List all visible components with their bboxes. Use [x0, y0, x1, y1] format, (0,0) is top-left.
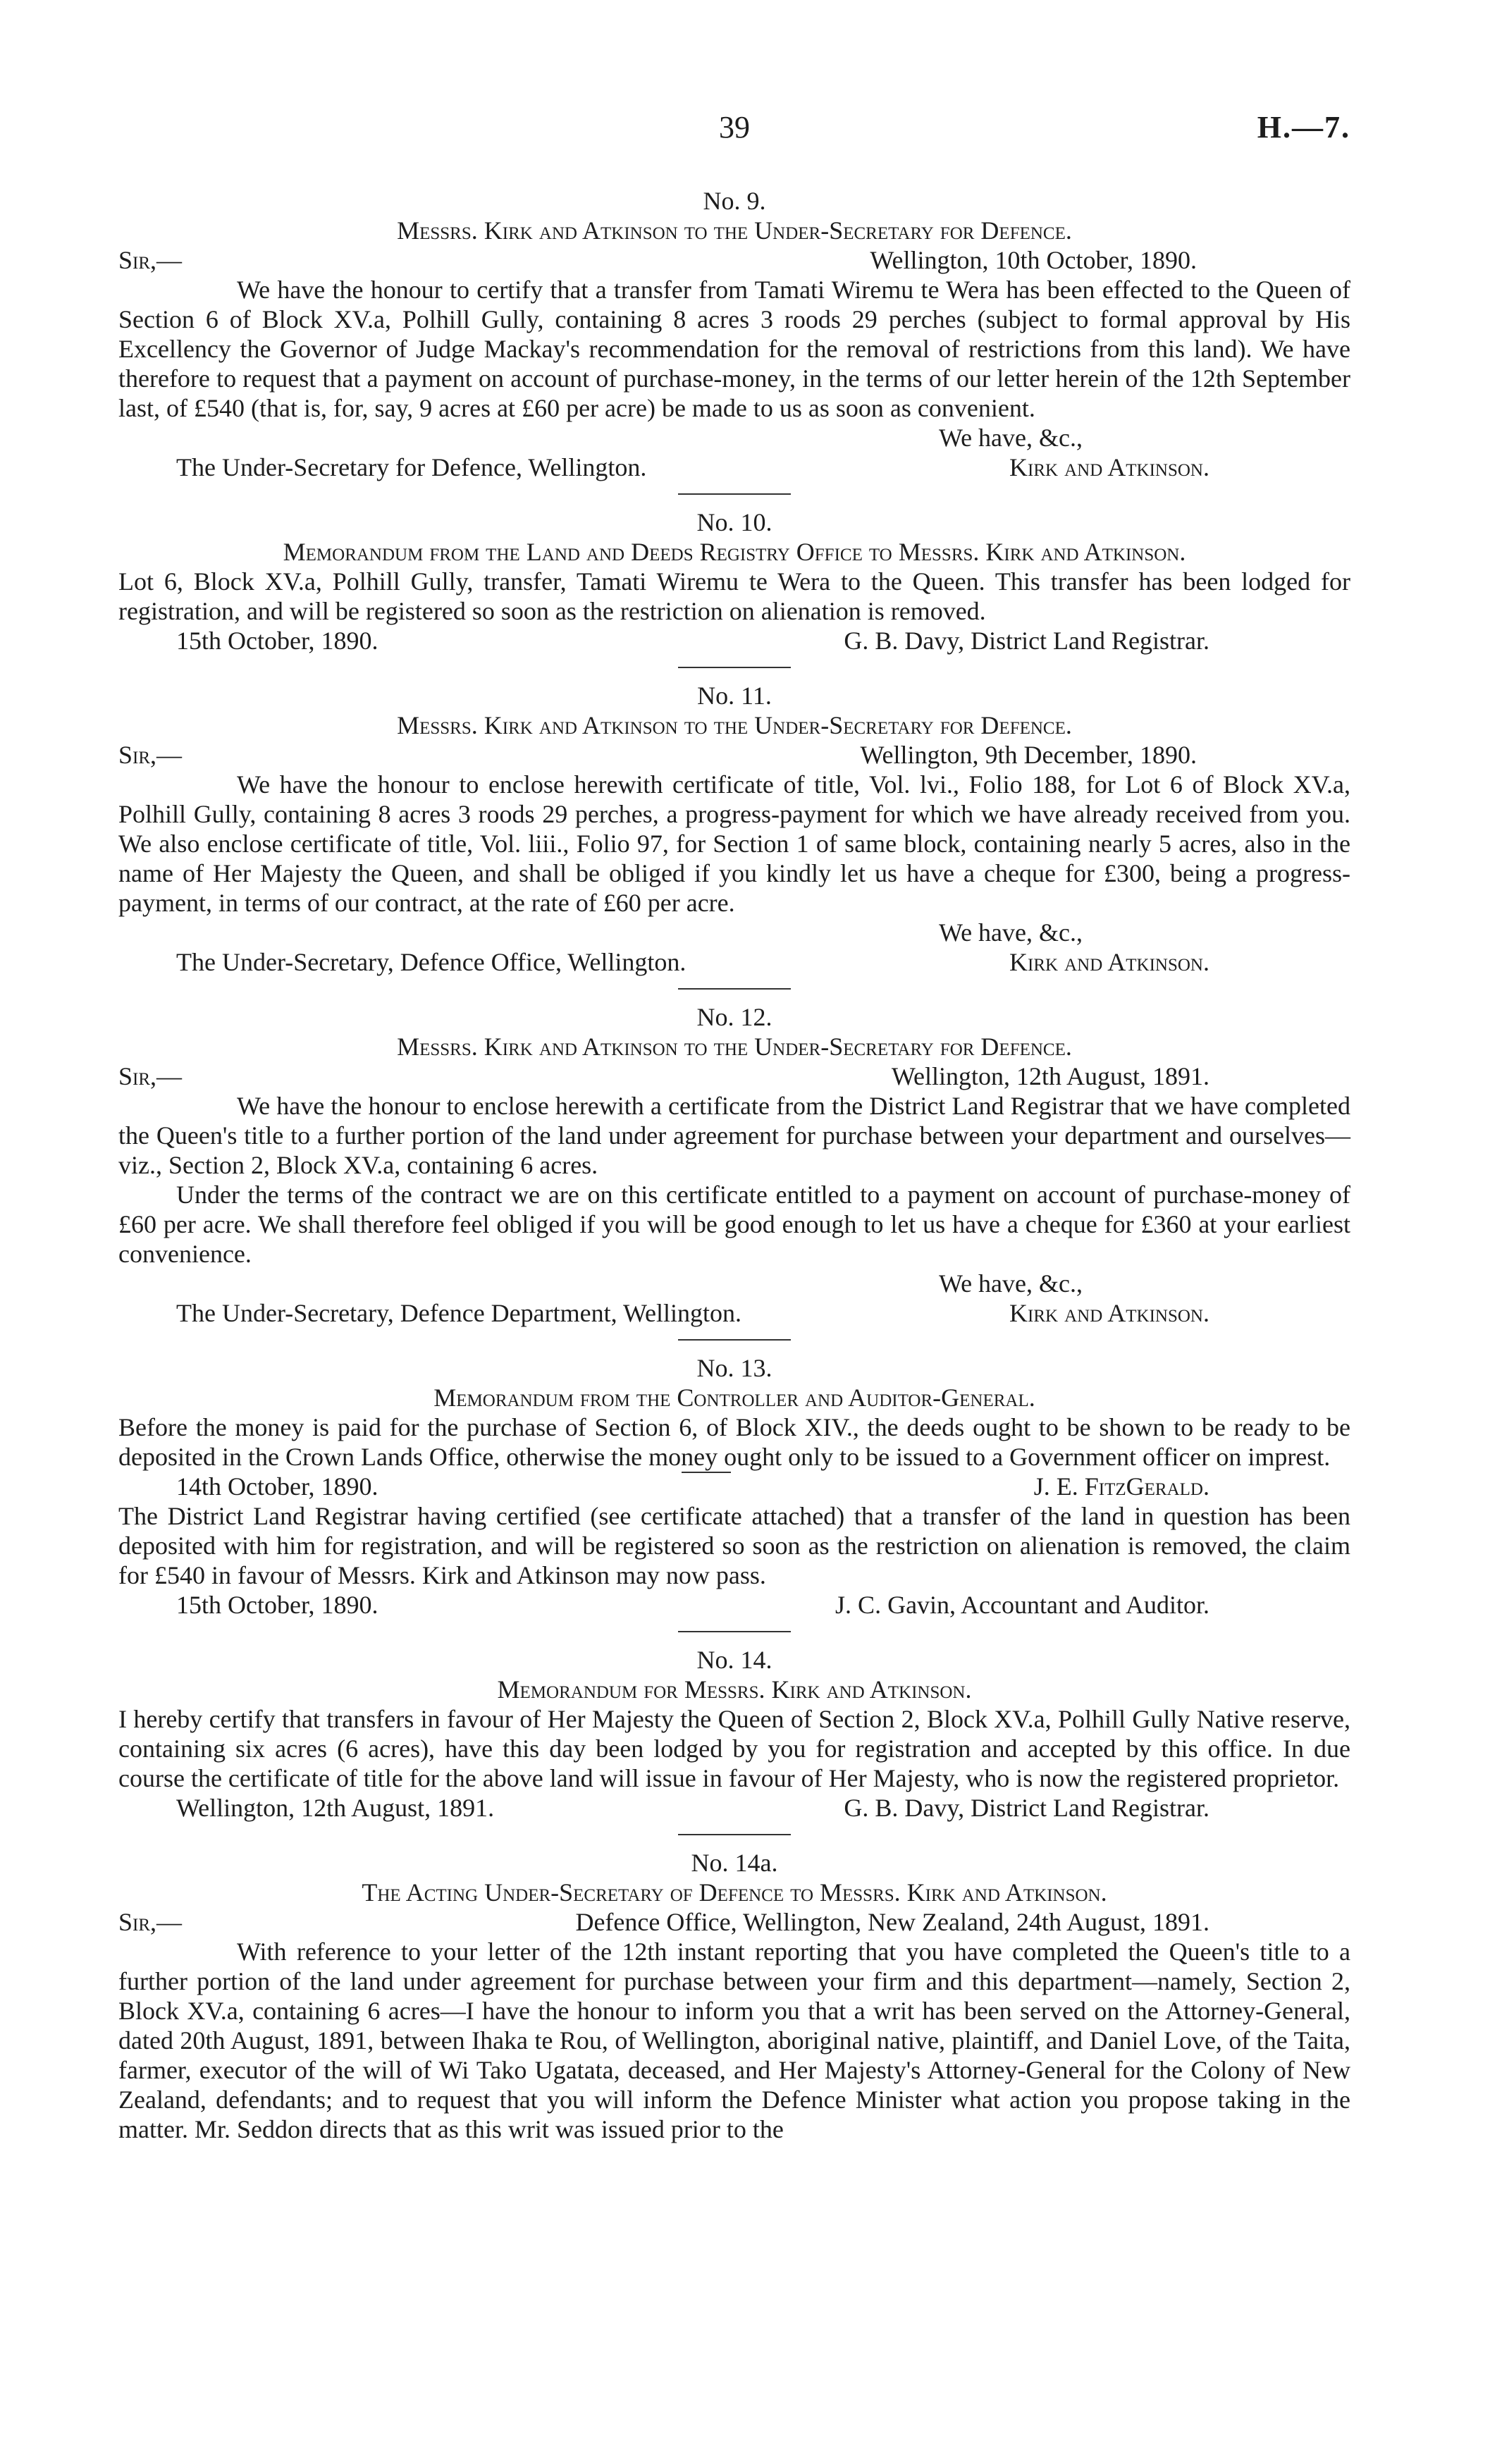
closing: We have, &c.,	[938, 424, 1083, 452]
addressee: The Under-Secretary for Defence, Wellington.	[176, 453, 647, 481]
date-signature-row	[118, 626, 1350, 655]
letter-no-11	[118, 681, 1350, 977]
section-divider	[678, 493, 791, 495]
letter-number: No. 14a.	[691, 1849, 778, 1877]
addressee: The Under-Secretary, Defence Office, Wellington.	[176, 948, 686, 976]
memo-body: I hereby certify that transfers in favour of Her Majesty the Queen of Section 2, Block XV.a, Polhill Gully Native reserve, containing six acres (6 acres), have this day been lodged by you for registration and accepted by this office. In due course the certificate of title for the above land will issue in favour of Her Majesty, who is now the registered proprietor.	[118, 1705, 1350, 1792]
memo-date: 15th October, 1890.	[176, 1591, 378, 1619]
memo-date: 14th October, 1890.	[176, 1472, 378, 1501]
signature: G. B. Davy, District Land Registrar.	[844, 1794, 1209, 1822]
section-divider	[678, 667, 791, 668]
signature: G. B. Davy, District Land Registrar.	[844, 627, 1209, 655]
letter-title: Messrs. Kirk and Atkinson to the Under-Secretary for Defence.	[397, 711, 1072, 739]
page-number: 39	[719, 110, 750, 144]
salutation: Sir,—	[118, 1062, 183, 1090]
page-header	[118, 106, 1350, 152]
letter-title: Messrs. Kirk and Atkinson to the Under-Secretary for Defence.	[397, 216, 1072, 245]
letter-title: Messrs. Kirk and Atkinson to the Under-Secretary for Defence.	[397, 1033, 1072, 1061]
letter-body: We have the honour to certify that a transfer from Tamati Wiremu te Wera has been effected to the Queen of Section 6 of Block XV.a, Polhill Gully, containing 8 acres 3 roods 29 perches (subject to formal approval by His Excellency the Governor of Judge Mackay's recommendation for the removal of restrictions from this land). We have therefore to request that a payment on account of purchase-money, in the terms of our letter herein of the 12th September last, of £540 (that is, for, say, 9 acres at £60 per acre) be made to us as soon as convenient.	[118, 276, 1350, 422]
letter-body-2: Under the terms of the contract we are on this certificate entitled to a payment on account of purchase-money of £60 per acre. We shall therefore feel obliged if you will be good enough to let us have a cheque for £360 at your earliest convenience.	[118, 1181, 1350, 1268]
memo-date: Wellington, 12th August, 1891.	[176, 1794, 495, 1822]
date-signature-row	[118, 1472, 1350, 1501]
letter-body: We have the honour to enclose herewith certificate of title, Vol. lvi., Folio 188, for Lot 6 of Block XV.a, Polhill Gully, containing 8 acres 3 roods 29 perches, a progress-payment for which we have already received from you. We also enclose certificate of title, Vol. liii., Folio 97, for Section 1 of same block, containing nearly 5 acres, also in the name of Her Majesty the Queen, and shall be obliged if you kindly let us have a cheque for £300, being a progress-payment, in terms of our contract, at the rate of £60 per acre.	[118, 770, 1350, 917]
dateline: Wellington, 10th October, 1890.	[870, 246, 1197, 274]
letter-number: No. 13.	[696, 1354, 772, 1382]
letter-number: No. 14.	[696, 1646, 772, 1674]
dateline: Wellington, 9th December, 1890.	[860, 741, 1197, 769]
memo-body-1: Before the money is paid for the purchase of Section 6, of Block XIV., the deeds ought to be shown to be ready to be deposited in the Crown Lands Office, otherwise the money ought only to be issued to a Government officer on imprest.	[118, 1413, 1350, 1471]
salutation-row	[118, 740, 1350, 770]
document-page	[118, 106, 1350, 2144]
salutation-row	[118, 245, 1350, 275]
section-divider	[678, 1631, 791, 1632]
memo-body-2: The District Land Registrar having certified (see certificate attached) that a transfer of the land in question has been deposited with him for registration, and will be registered so soon as the restriction on alienation is removed, the claim for £540 in favour of Messrs. Kirk and Atkinson may now pass.	[118, 1502, 1350, 1589]
letter-no-14a	[118, 1848, 1350, 2144]
letter-title: The Acting Under-Secretary of Defence to Messrs. Kirk and Atkinson.	[362, 1878, 1107, 1906]
signature: Kirk and Atkinson.	[1009, 1299, 1209, 1327]
letter-title: Memorandum from the Land and Deeds Registry Office to Messrs. Kirk and Atkinson.	[283, 538, 1186, 566]
memo-no-13	[118, 1353, 1350, 1620]
signature: Kirk and Atkinson.	[1009, 948, 1209, 976]
closing: We have, &c.,	[938, 1269, 1083, 1298]
dateline: Wellington, 12th August, 1891.	[891, 1062, 1209, 1090]
addressee: The Under-Secretary, Defence Department, Wellington.	[176, 1299, 742, 1327]
address-row	[118, 452, 1350, 482]
salutation: Sir,—	[118, 741, 183, 769]
dash-divider	[682, 1472, 731, 1501]
date-signature-row	[118, 1793, 1350, 1823]
salutation: Sir,—	[118, 246, 183, 274]
address-row	[118, 1298, 1350, 1328]
section-divider	[678, 1339, 791, 1341]
signature: Kirk and Atkinson.	[1009, 453, 1209, 481]
memo-no-14	[118, 1645, 1350, 1823]
signature: J. C. Gavin, Accountant and Auditor.	[835, 1591, 1209, 1619]
letter-title: Memorandum for Messrs. Kirk and Atkinson.	[497, 1675, 972, 1704]
letter-no-12	[118, 1002, 1350, 1328]
letter-number: No. 11.	[697, 682, 772, 710]
letter-number: No. 12.	[696, 1003, 772, 1031]
letter-number: No. 10.	[696, 508, 772, 536]
salutation-row	[118, 1907, 1350, 1937]
section-divider	[678, 988, 791, 990]
signature: J. E. FitzGerald.	[1033, 1472, 1209, 1501]
salutation: Sir,—	[118, 1908, 183, 1936]
letter-title: Memorandum from the Controller and Auditor-General.	[433, 1384, 1035, 1412]
address-row	[118, 947, 1350, 977]
memo-no-10	[118, 507, 1350, 655]
letter-number: No. 9.	[703, 187, 766, 215]
section-divider	[678, 1834, 791, 1835]
date-signature-row	[118, 1590, 1350, 1620]
closing: We have, &c.,	[938, 918, 1083, 947]
document-code: H.—7.	[1257, 110, 1350, 144]
letter-body-1: We have the honour to enclose herewith a certificate from the District Land Registrar that we have completed the Queen's title to a further portion of the land under agreement for purchase between your department and ourselves—viz., Section 2, Block XV.a, containing 6 acres.	[118, 1092, 1350, 1179]
letter-no-9	[118, 186, 1350, 482]
salutation-row	[118, 1061, 1350, 1091]
dateline: Defence Office, Wellington, New Zealand, 24th August, 1891.	[575, 1908, 1209, 1936]
memo-date: 15th October, 1890.	[176, 627, 378, 655]
memo-body: Lot 6, Block XV.a, Polhill Gully, transfer, Tamati Wiremu te Wera to the Queen. This transfer has been lodged for registration, and will be registered so soon as the restriction on alienation is removed.	[118, 567, 1350, 625]
letter-body: With reference to your letter of the 12th instant reporting that you have completed the Queen's title to a further portion of the land under agreement for purchase between your firm and this department—namely, Section 2, Block XV.a, containing 6 acres—I have the honour to inform you that a writ has been served on the Attorney-General, dated 20th August, 1891, between Ihaka te Rou, of Wellington, aboriginal native, plaintiff, and Daniel Love, of the Taita, farmer, executor of the will of Wi Tako Ugatata, deceased, and Her Majesty's Attorney-General for the Colony of New Zealand, defendants; and to request that you will inform the Defence Minister what action you propose taking in the matter. Mr. Seddon directs that as this writ was issued prior to the	[118, 1938, 1350, 2143]
